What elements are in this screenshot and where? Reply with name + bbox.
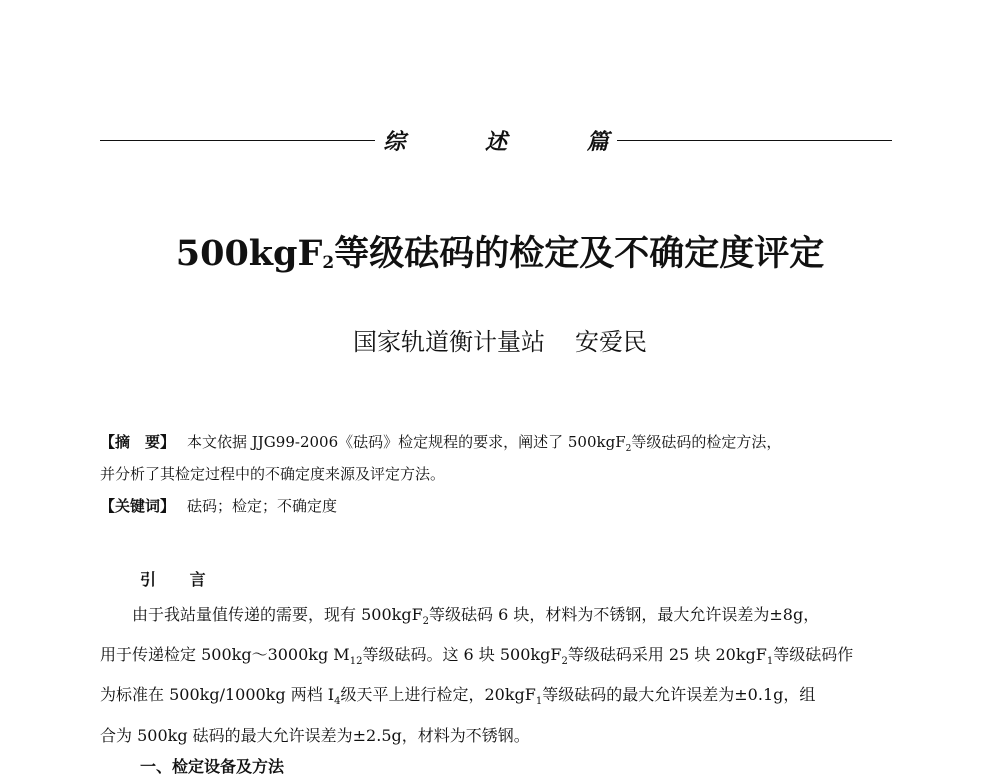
intro-line-1	[100, 598, 892, 638]
section-header-label: 综 述 篇	[383, 129, 645, 155]
intro-l2-b: 等级砝码。这 6 块 500kgF	[362, 645, 562, 665]
keywords-line	[100, 492, 892, 524]
intro-l3-sub: 4	[334, 696, 341, 708]
section-header-left-rule	[100, 140, 375, 141]
intro-line-2	[100, 638, 892, 678]
intro-l3-c: 等级砝码的最大允许误差为±0.1g，组	[542, 685, 816, 705]
intro-l1-a: 由于我站量值传递的需要，现有 500kgF	[132, 605, 423, 624]
author-name: 安爱民	[575, 328, 647, 356]
keywords-text: 砝码；检定；不确定度	[187, 497, 338, 515]
author-affiliation: 国家轨道衡计量站	[353, 328, 545, 356]
intro-l1-sub: 2	[422, 616, 430, 628]
section-header	[100, 128, 892, 155]
title-subscript: 2	[322, 253, 335, 273]
abstract-text-1b: 等级砝码的检定方法，	[631, 433, 782, 451]
intro-l2-a: 用于传递检定 500kg～3000kg M	[100, 645, 350, 665]
intro-l3-sub2: 1	[535, 696, 543, 708]
intro-l2-c: 等级砝码采用 25 块 20kgF	[567, 645, 767, 665]
section-1-heading: 一、检定设备及方法	[140, 756, 285, 776]
paper-title	[0, 226, 1000, 276]
intro-paragraph	[100, 598, 892, 752]
intro-l2-sub2: 2	[561, 656, 568, 668]
abstract-sub-1: 2	[625, 444, 632, 454]
abstract-line-2: 并分析了其检定过程中的不确定度来源及评定方法。	[100, 465, 446, 483]
intro-heading: 引 言	[140, 570, 220, 589]
intro-line-4: 合为 500kg 砝码的最大允许误差为±2.5g，材料为不锈钢。	[100, 725, 530, 745]
intro-l2-sub: 12	[349, 656, 363, 668]
intro-l2-d: 等级砝码作	[773, 645, 854, 665]
intro-l1-b: 等级砝码 6 块，材料为不锈钢，最大允许误差为±8g，	[429, 605, 820, 624]
intro-l3-b: 级天平上进行检定，20kgF	[340, 685, 536, 705]
author-line	[0, 322, 1000, 357]
abstract-text-1a: 本文依据 JJG99-2006《砝码》检定规程的要求，阐述了 500kgF	[187, 433, 626, 451]
title-prefix: 500kgF	[175, 233, 323, 274]
section-header-right-rule	[617, 140, 892, 141]
keywords-tag: 【关键词】	[100, 497, 176, 515]
body-text	[100, 566, 892, 782]
title-suffix: 等级砝码的检定及不确定度评定	[334, 233, 825, 274]
abstract-line-1	[100, 428, 892, 460]
intro-l3-a: 为标准在 500kg/1000kg 两档 I	[100, 685, 335, 705]
abstract-block	[100, 428, 892, 524]
intro-l2-sub3: 1	[766, 656, 774, 668]
intro-line-3	[100, 678, 892, 718]
abstract-tag: 【摘 要】	[100, 433, 176, 451]
